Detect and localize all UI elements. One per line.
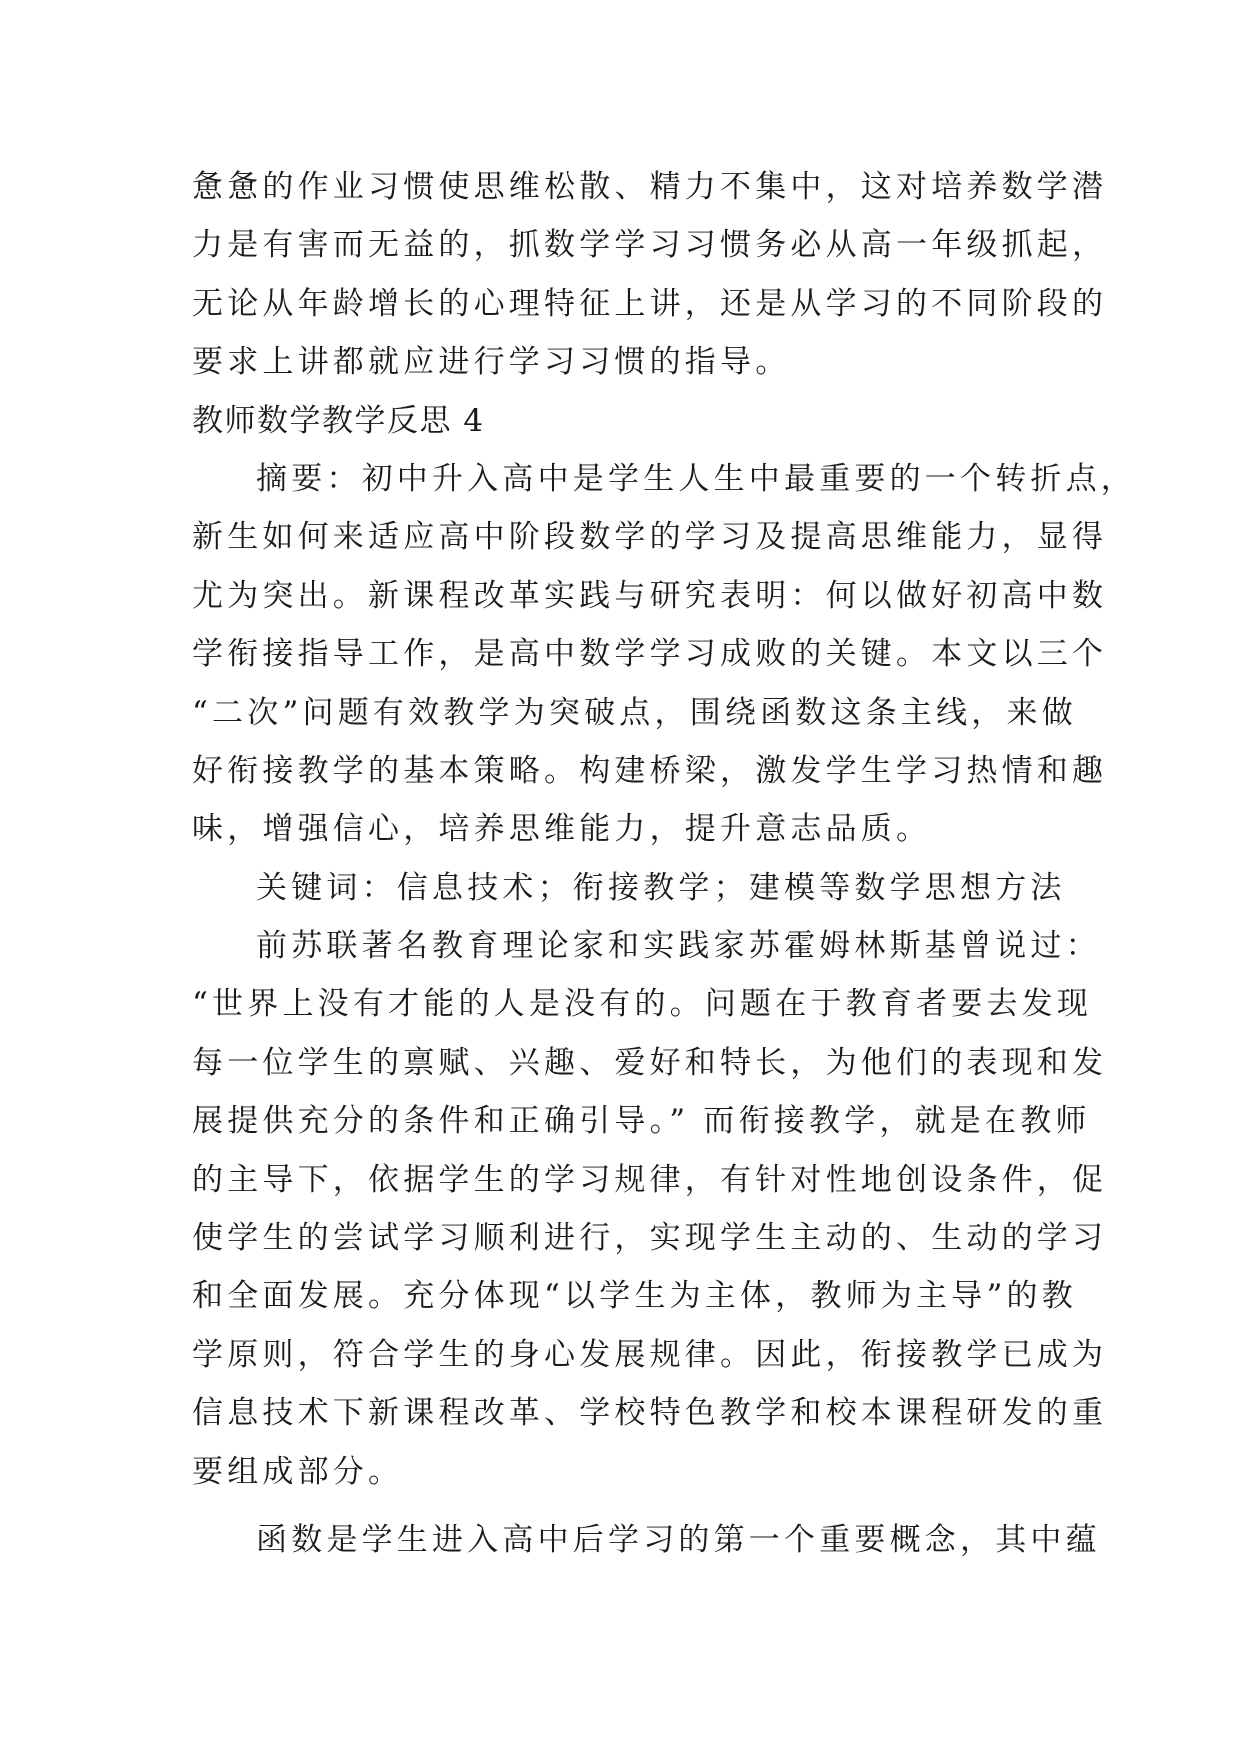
paragraph-line: 前苏联著名教育理论家和实践家苏霍姆林斯基曾说过：: [256, 928, 1101, 965]
paragraph-line: 惫惫的作业习惯使思维松散、精力不集中，这对培养数学潜: [192, 169, 1108, 205]
abstract-line: 新生如何来适应高中阶段数学的学习及提高思维能力，显得: [192, 519, 1108, 556]
paragraph-line: “世界上没有才能的人是没有的。问题在于教育者要去发现: [192, 986, 1093, 1023]
paragraph-line: 要求上讲都就应进行学习习惯的指导。: [192, 344, 791, 381]
paragraph-line: 的主导下，依据学生的学习规律，有针对性地创设条件，促: [192, 1161, 1108, 1198]
section-heading: 教师数学教学反思 4: [192, 402, 485, 439]
abstract-line: 好衔接教学的基本策略。构建桥梁，激发学生学习热情和趣: [192, 752, 1108, 789]
paragraph-line: 使学生的尝试学习顺利进行，实现学生主动的、生动的学习: [192, 1220, 1108, 1257]
paragraph-line: 要组成部分。: [192, 1453, 404, 1490]
paragraph-line: 无论从年龄增长的心理特征上讲，还是从学习的不同阶段的: [192, 285, 1108, 322]
document-body: [192, 158, 1136, 1569]
abstract-line: 学衔接指导工作，是高中数学学习成败的关键。本文以三个: [192, 636, 1108, 673]
paragraph-line: 力是有害而无益的，抓数学学习习惯务必从高一年级抓起，: [192, 227, 1108, 264]
abstract-line: 摘要：初中升入高中是学生人生中最重要的一个转折点，: [256, 460, 1136, 497]
paragraph-line: 每一位学生的禀赋、兴趣、爱好和特长，为他们的表现和发: [192, 1044, 1108, 1081]
paragraph-line: 学原则，符合学生的身心发展规律。因此，衔接教学已成为: [192, 1336, 1108, 1373]
paragraph-line: 函数是学生进入高中后学习的第一个重要概念，其中蕴: [256, 1521, 1101, 1558]
paragraph-line: 展提供充分的条件和正确引导。” 而衔接教学，就是在教师: [192, 1103, 1091, 1140]
paragraph-line: 信息技术下新课程改革、学校特色教学和校本课程研发的重: [192, 1395, 1108, 1432]
keywords-line: 关键词：信息技术；衔接教学；建模等数学思想方法: [256, 869, 1066, 906]
abstract-line: “二次”问题有效教学为突破点，围绕函数这条主线，来做: [192, 694, 1077, 731]
paragraph-line: 和全面发展。充分体现“以学生为主体，教师为主导”的教: [192, 1278, 1077, 1315]
abstract-line: 味，增强信心，培养思维能力，提升意志品质。: [192, 811, 932, 848]
abstract-line: 尤为突出。新课程改革实践与研究表明：何以做好初高中数: [192, 577, 1108, 614]
